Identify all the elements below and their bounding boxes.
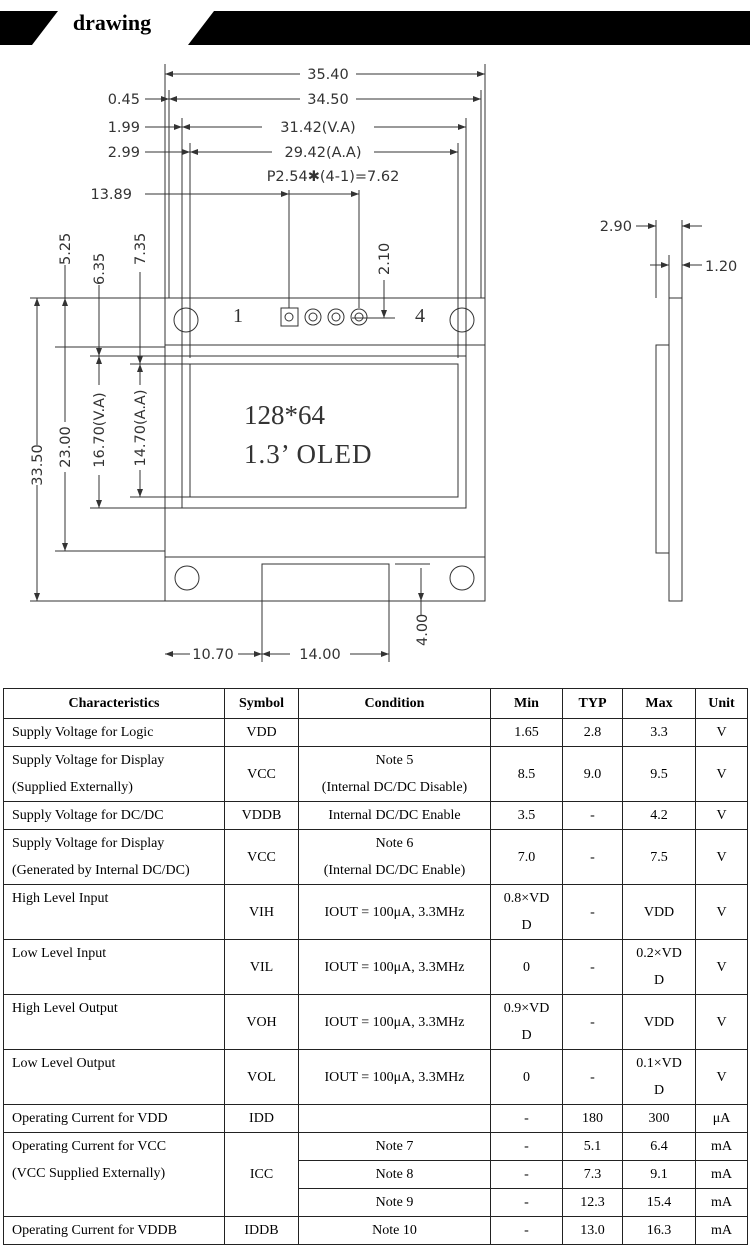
dim-1-20: 1.20	[705, 259, 738, 275]
cell-line: D	[521, 918, 532, 933]
cell-max: 3.3	[623, 719, 696, 747]
cell-characteristic	[4, 1133, 225, 1217]
cell-characteristic: High Level Output	[4, 995, 225, 1050]
table-row	[4, 995, 748, 1050]
table-row	[4, 1050, 748, 1105]
cell-symbol: ICC	[225, 1133, 299, 1217]
cell-characteristic: Low Level Output	[4, 1050, 225, 1105]
cell-condition: IOUT = 100μA, 3.3MHz	[299, 885, 491, 940]
dim-35-40: 35.40	[307, 67, 349, 83]
cell-line: (VCC Supplied Externally)	[12, 1166, 166, 1181]
dim-1-99: 1.99	[107, 120, 140, 136]
cell-line: 0.2×VD	[636, 946, 682, 961]
cell-min: 0	[491, 1050, 563, 1105]
cell-unit: V	[696, 830, 748, 885]
cell-line: Note 6	[375, 836, 414, 851]
table-row	[4, 1133, 748, 1161]
cell-line: (Internal DC/DC Enable)	[323, 863, 466, 878]
cell-condition: IOUT = 100μA, 3.3MHz	[299, 1050, 491, 1105]
cell-characteristic: Supply Voltage for DC/DC	[4, 802, 225, 830]
cell-condition: Note 9	[299, 1189, 491, 1217]
cell-typ: 9.0	[563, 747, 623, 802]
cell-condition	[299, 830, 491, 885]
dim-5-25: 5.25	[58, 232, 74, 265]
cell-max: 6.4	[623, 1133, 696, 1161]
screen-resolution: 128*64	[244, 400, 325, 430]
col-header: TYP	[563, 689, 623, 719]
cell-characteristic: Operating Current for VDDB	[4, 1217, 225, 1245]
cell-min: -	[491, 1189, 563, 1217]
cell-symbol: VIH	[225, 885, 299, 940]
cell-unit: mA	[696, 1133, 748, 1161]
cell-typ: -	[563, 830, 623, 885]
cell-line: Supply Voltage for Display	[12, 836, 165, 851]
cell-characteristic	[4, 830, 225, 885]
col-header: Characteristics	[4, 689, 225, 719]
cell-unit: V	[696, 995, 748, 1050]
table-row	[4, 802, 748, 830]
cell-min: -	[491, 1133, 563, 1161]
cell-min: 3.5	[491, 802, 563, 830]
dim-33-50: 33.50	[30, 444, 46, 486]
cell-typ: 2.8	[563, 719, 623, 747]
cell-characteristic: Operating Current for VDD	[4, 1105, 225, 1133]
cell-min	[491, 995, 563, 1050]
cell-typ: 5.1	[563, 1133, 623, 1161]
cell-max: 15.4	[623, 1189, 696, 1217]
cell-max: VDD	[623, 995, 696, 1050]
cell-line: 0.8×VD	[503, 891, 550, 906]
pin-label-4: 4	[415, 305, 425, 327]
mechanical-drawing	[0, 50, 750, 680]
cell-unit: V	[696, 802, 748, 830]
dim-2-99: 2.99	[107, 145, 140, 161]
cell-characteristic: Low Level Input	[4, 940, 225, 995]
cell-line: D	[653, 1083, 665, 1098]
cell-max	[623, 1050, 696, 1105]
cell-max: 9.1	[623, 1161, 696, 1189]
cell-condition	[299, 1105, 491, 1133]
cell-line: D	[521, 1028, 532, 1043]
cell-line: Operating Current for VCC	[12, 1139, 167, 1154]
cell-condition: IOUT = 100μA, 3.3MHz	[299, 940, 491, 995]
cell-line: (Internal DC/DC Disable)	[321, 780, 468, 795]
cell-characteristic: High Level Input	[4, 885, 225, 940]
cell-symbol: VDDB	[225, 802, 299, 830]
cell-symbol: VIL	[225, 940, 299, 995]
dim-0-45: 0.45	[107, 92, 140, 108]
cell-max	[623, 940, 696, 995]
cell-typ: -	[563, 940, 623, 995]
cell-unit: mA	[696, 1189, 748, 1217]
cell-line: (Supplied Externally)	[12, 780, 133, 795]
cell-condition: Note 10	[299, 1217, 491, 1245]
cell-line: Supply Voltage for Display	[12, 753, 165, 768]
cell-max: 16.3	[623, 1217, 696, 1245]
dim-34-50: 34.50	[307, 92, 349, 108]
dim-14-70: 14.70(A.A)	[133, 389, 149, 467]
cell-typ: 180	[563, 1105, 623, 1133]
cell-min: 7.0	[491, 830, 563, 885]
banner-title: drawing	[72, 11, 152, 35]
cell-max: VDD	[623, 885, 696, 940]
cell-typ: 12.3	[563, 1189, 623, 1217]
cell-min: -	[491, 1217, 563, 1245]
section-banner	[0, 11, 750, 45]
cell-symbol: IDD	[225, 1105, 299, 1133]
cell-typ: -	[563, 802, 623, 830]
cell-characteristic: Supply Voltage for Logic	[4, 719, 225, 747]
dim-2-90: 2.90	[599, 219, 632, 235]
col-header: Unit	[696, 689, 748, 719]
cell-symbol: VOH	[225, 995, 299, 1050]
cell-min: -	[491, 1161, 563, 1189]
cell-min: 8.5	[491, 747, 563, 802]
cell-max: 9.5	[623, 747, 696, 802]
dim-14-00: 14.00	[299, 647, 341, 663]
cell-unit: V	[696, 747, 748, 802]
dim-29-42: 29.42(A.A)	[284, 145, 362, 161]
cell-condition: IOUT = 100μA, 3.3MHz	[299, 995, 491, 1050]
col-header: Symbol	[225, 689, 299, 719]
cell-line: (Generated by Internal DC/DC)	[12, 863, 190, 878]
cell-unit: V	[696, 719, 748, 747]
dim-pitch: P2.54✱(4-1)=7.62	[266, 169, 400, 185]
cell-condition: Internal DC/DC Enable	[299, 802, 491, 830]
dim-2-10: 2.10	[377, 242, 393, 275]
cell-line: 0.1×VD	[636, 1056, 682, 1071]
cell-unit: V	[696, 940, 748, 995]
electrical-characteristics-table	[3, 688, 748, 1245]
table-row	[4, 1105, 748, 1133]
cell-typ: -	[563, 1050, 623, 1105]
cell-symbol: VDD	[225, 719, 299, 747]
cell-line: D	[653, 973, 665, 988]
cell-typ: -	[563, 995, 623, 1050]
dim-4-00: 4.00	[415, 613, 431, 646]
cell-condition: Note 7	[299, 1133, 491, 1161]
dim-31-42: 31.42(V.A)	[280, 120, 356, 136]
cell-symbol: VCC	[225, 830, 299, 885]
cell-symbol: VCC	[225, 747, 299, 802]
table-header-row	[4, 689, 748, 719]
pin-label-1: 1	[233, 305, 243, 327]
dim-16-70: 16.70(V.A)	[92, 392, 108, 468]
cell-condition: Note 8	[299, 1161, 491, 1189]
cell-max: 7.5	[623, 830, 696, 885]
cell-unit: V	[696, 885, 748, 940]
cell-typ: -	[563, 885, 623, 940]
dim-13-89: 13.89	[90, 187, 132, 203]
cell-condition	[299, 747, 491, 802]
table-row	[4, 747, 748, 802]
cell-min: 0	[491, 940, 563, 995]
dim-6-35: 6.35	[92, 252, 108, 285]
col-header: Condition	[299, 689, 491, 719]
cell-condition	[299, 719, 491, 747]
table-row	[4, 719, 748, 747]
cell-max: 300	[623, 1105, 696, 1133]
cell-unit: V	[696, 1050, 748, 1105]
col-header: Max	[623, 689, 696, 719]
table-row	[4, 885, 748, 940]
table-row	[4, 830, 748, 885]
cell-unit: μA	[696, 1105, 748, 1133]
cell-typ: 7.3	[563, 1161, 623, 1189]
cell-unit: mA	[696, 1161, 748, 1189]
cell-unit: mA	[696, 1217, 748, 1245]
dim-7-35: 7.35	[133, 232, 149, 265]
cell-characteristic	[4, 747, 225, 802]
dim-10-70: 10.70	[192, 647, 234, 663]
cell-max: 4.2	[623, 802, 696, 830]
table-row	[4, 1217, 748, 1245]
dim-23-00: 23.00	[58, 426, 74, 468]
cell-symbol: VOL	[225, 1050, 299, 1105]
cell-symbol: IDDB	[225, 1217, 299, 1245]
cell-min: -	[491, 1105, 563, 1133]
col-header: Min	[491, 689, 563, 719]
table-row	[4, 940, 748, 995]
cell-line: 0.9×VD	[503, 1001, 550, 1016]
cell-line: Note 5	[375, 753, 414, 768]
cell-min	[491, 885, 563, 940]
cell-min: 1.65	[491, 719, 563, 747]
screen-size: 1.3’ OLED	[244, 439, 373, 469]
cell-typ: 13.0	[563, 1217, 623, 1245]
